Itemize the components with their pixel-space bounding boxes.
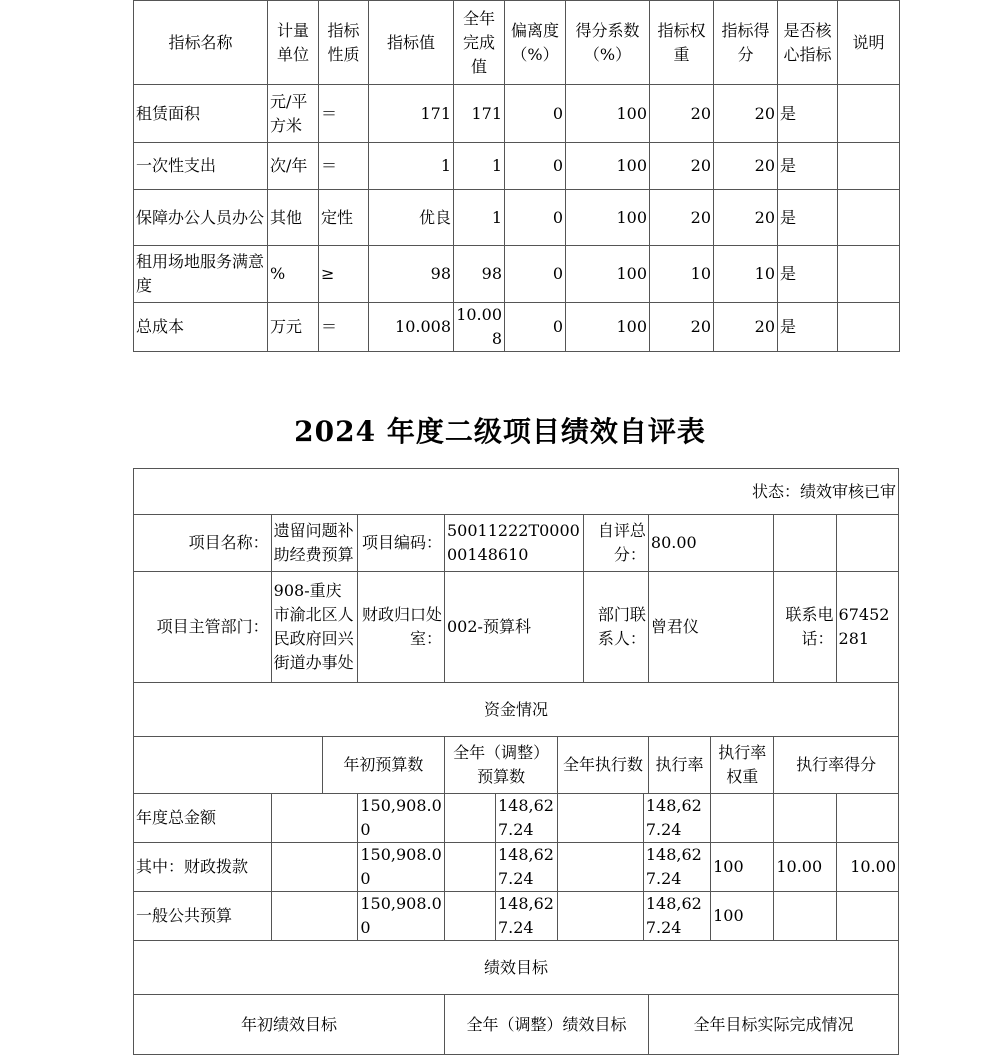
goals-header-row <box>134 995 899 1055</box>
nature-cell: ≥ <box>319 246 369 303</box>
funds-row-label: 一般公共预算 <box>134 892 272 941</box>
executed-amount: 148,627.24 <box>643 794 710 843</box>
coefficient-cell: 100 <box>566 143 650 190</box>
empty-cell <box>271 794 358 843</box>
table-row <box>134 892 899 941</box>
value-cell: 98 <box>369 246 454 303</box>
self-score-value: 80.00 <box>648 515 773 572</box>
header-cell: 说明 <box>838 1 900 85</box>
deviation-cell: 0 <box>505 143 566 190</box>
score-cell: 20 <box>714 85 778 143</box>
header-cell: 执行率 <box>648 737 710 794</box>
project-code-label: 项目编码： <box>358 515 445 572</box>
value-cell: 1 <box>369 143 454 190</box>
department-row <box>134 572 899 683</box>
header-cell: 指标得分 <box>714 1 778 85</box>
empty-cell <box>774 515 836 572</box>
note-cell <box>838 303 900 352</box>
completion-cell: 98 <box>454 246 505 303</box>
indicator-header-row <box>134 1 900 85</box>
execution-rate <box>711 794 774 843</box>
header-cell: 指标权重 <box>650 1 714 85</box>
weight-cell: 20 <box>650 303 714 352</box>
initial-budget: 150,908.00 <box>358 892 445 941</box>
header-cell: 是否核心指标 <box>778 1 838 85</box>
funds-row-label: 年度总金额 <box>134 794 272 843</box>
weight-cell: 20 <box>650 143 714 190</box>
header-cell: 年初预算数 <box>322 737 444 794</box>
score-cell: 10 <box>714 246 778 303</box>
coefficient-cell: 100 <box>566 303 650 352</box>
header-cell: 指标名称 <box>134 1 268 85</box>
value-cell: 优良 <box>369 190 454 246</box>
coefficient-cell: 100 <box>566 190 650 246</box>
adjusted-budget: 148,627.24 <box>495 892 557 941</box>
header-cell: 指标值 <box>369 1 454 85</box>
contact-value: 曾君仪 <box>648 572 773 683</box>
contact-label: 部门联系人： <box>583 572 648 683</box>
empty-cell <box>271 892 358 941</box>
rate-score: 10.00 <box>836 843 898 892</box>
rate-score <box>836 794 898 843</box>
phone-value: 67452281 <box>836 572 898 683</box>
execution-rate: 100 <box>711 892 774 941</box>
core-cell: 是 <box>778 303 838 352</box>
weight-cell: 10 <box>650 246 714 303</box>
deviation-cell: 0 <box>505 246 566 303</box>
note-cell <box>838 143 900 190</box>
note-cell <box>838 85 900 143</box>
nature-cell: ＝ <box>319 85 369 143</box>
header-cell: 执行率得分 <box>774 737 899 794</box>
empty-cell <box>134 737 323 794</box>
table-row <box>134 246 900 303</box>
rate-weight <box>774 892 836 941</box>
phone-label: 联系电话： <box>774 572 836 683</box>
funds-header-row <box>134 737 899 794</box>
header-cell: 计量单位 <box>268 1 319 85</box>
indicator-name: 总成本 <box>134 303 268 352</box>
weight-cell: 20 <box>650 190 714 246</box>
note-cell <box>838 246 900 303</box>
empty-cell <box>445 892 496 941</box>
coefficient-cell: 100 <box>566 85 650 143</box>
rate-weight: 10.00 <box>774 843 836 892</box>
completion-cell: 1 <box>454 143 505 190</box>
score-cell: 20 <box>714 143 778 190</box>
header-cell: 全年执行数 <box>558 737 649 794</box>
indicator-name: 一次性支出 <box>134 143 268 190</box>
funds-heading: 资金情况 <box>134 683 899 737</box>
indicator-name: 租用场地服务满意度 <box>134 246 268 303</box>
unit-cell: 元/平方米 <box>268 85 319 143</box>
funds-row-label: 其中：财政拨款 <box>134 843 272 892</box>
completion-cell: 1 <box>454 190 505 246</box>
finance-label: 财政归口处室： <box>358 572 445 683</box>
empty-cell <box>558 843 644 892</box>
table-row <box>134 794 899 843</box>
nature-cell: 定性 <box>319 190 369 246</box>
table-row <box>134 190 900 246</box>
indicator-table <box>133 0 900 352</box>
evaluation-table <box>133 468 899 1055</box>
adjusted-budget: 148,627.24 <box>495 794 557 843</box>
unit-cell: 万元 <box>268 303 319 352</box>
deviation-cell: 0 <box>505 303 566 352</box>
header-cell: 得分系数（%） <box>566 1 650 85</box>
table-row <box>134 143 900 190</box>
note-cell <box>838 190 900 246</box>
header-cell: 偏离度（%） <box>505 1 566 85</box>
rate-weight <box>774 794 836 843</box>
value-cell: 171 <box>369 85 454 143</box>
rate-score <box>836 892 898 941</box>
unit-cell: 次/年 <box>268 143 319 190</box>
unit-cell: % <box>268 246 319 303</box>
status-row <box>134 469 899 515</box>
deviation-cell: 0 <box>505 190 566 246</box>
adjusted-budget: 148,627.24 <box>495 843 557 892</box>
goals-heading: 绩效目标 <box>134 941 899 995</box>
page-title: 2024 年度二级项目绩效自评表 <box>294 415 706 448</box>
header-cell: 全年完成值 <box>454 1 505 85</box>
score-cell: 20 <box>714 303 778 352</box>
table-row <box>134 303 900 352</box>
core-cell: 是 <box>778 190 838 246</box>
table-row <box>134 85 900 143</box>
unit-cell: 其他 <box>268 190 319 246</box>
status-text: 状态：绩效审核已审 <box>134 469 899 515</box>
table-row <box>134 843 899 892</box>
completion-cell: 171 <box>454 85 505 143</box>
goals-heading-row <box>134 941 899 995</box>
executed-amount: 148,627.24 <box>643 892 710 941</box>
project-name-label: 项目名称： <box>134 515 272 572</box>
header-cell: 执行率权重 <box>711 737 774 794</box>
core-cell: 是 <box>778 85 838 143</box>
finance-value: 002-预算科 <box>445 572 584 683</box>
header-cell: 全年（调整）预算数 <box>445 737 558 794</box>
funds-heading-row <box>134 683 899 737</box>
dept-value: 908-重庆市渝北区人民政府回兴街道办事处 <box>271 572 358 683</box>
header-cell: 全年目标实际完成情况 <box>648 995 898 1055</box>
indicator-name: 租赁面积 <box>134 85 268 143</box>
indicator-name: 保障办公人员办公 <box>134 190 268 246</box>
self-score-label: 自评总分： <box>583 515 648 572</box>
empty-cell <box>836 515 898 572</box>
project-code-value: 50011222T000000148610 <box>445 515 584 572</box>
header-cell: 指标性质 <box>319 1 369 85</box>
core-cell: 是 <box>778 246 838 303</box>
header-cell: 年初绩效目标 <box>134 995 445 1055</box>
empty-cell <box>558 892 644 941</box>
empty-cell <box>445 794 496 843</box>
empty-cell <box>558 794 644 843</box>
coefficient-cell: 100 <box>566 246 650 303</box>
value-cell: 10.008 <box>369 303 454 352</box>
initial-budget: 150,908.00 <box>358 794 445 843</box>
project-info-row <box>134 515 899 572</box>
score-cell: 20 <box>714 190 778 246</box>
core-cell: 是 <box>778 143 838 190</box>
header-cell: 全年（调整）绩效目标 <box>445 995 649 1055</box>
execution-rate: 100 <box>711 843 774 892</box>
empty-cell <box>271 843 358 892</box>
completion-cell: 10.008 <box>454 303 505 352</box>
initial-budget: 150,908.00 <box>358 843 445 892</box>
weight-cell: 20 <box>650 85 714 143</box>
deviation-cell: 0 <box>505 85 566 143</box>
project-name-value: 遗留问题补助经费预算 <box>271 515 358 572</box>
executed-amount: 148,627.24 <box>643 843 710 892</box>
nature-cell: ＝ <box>319 303 369 352</box>
dept-label: 项目主管部门： <box>134 572 272 683</box>
empty-cell <box>445 843 496 892</box>
nature-cell: ＝ <box>319 143 369 190</box>
